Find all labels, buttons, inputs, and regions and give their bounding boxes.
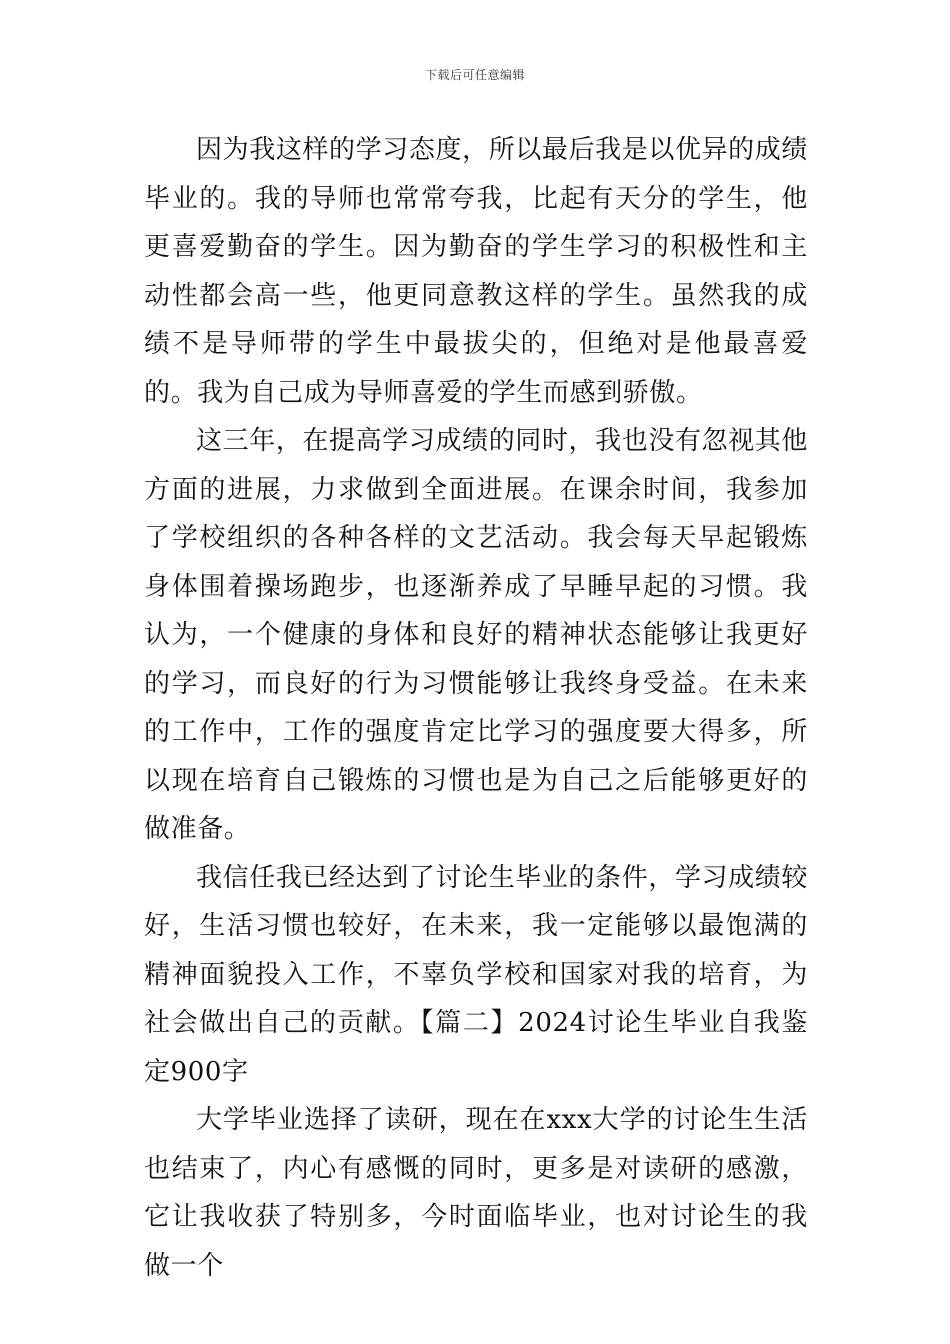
document-body bbox=[144, 126, 808, 1290]
paragraph-2: 这三年，在提高学习成绩的同时，我也没有忽视其他方面的进展，力求做到全面进展。在课余时间，我参加了学校组织的各种各样的文艺活动。我会每天早起锻炼身体围着操场跑步，也逐渐养成了早睡早起的习惯。我认为，一个健康的身体和良好的精神状态能够让我更好的学习，而良好的行为习惯能够让我终身受益。在未来的工作中，工作的强度肯定比学习的强度要大得多，所以现在培育自己锻炼的习惯也是为自己之后能够更好的做准备。 bbox=[144, 426, 808, 844]
paragraph-4: 大学毕业选择了读研，现在在xxx大学的讨论生生活也结束了，内心有感慨的同时，更多是对读研的感激，它让我收获了特别多，今时面临毕业，也对讨论生的我做一个 bbox=[144, 1105, 808, 1281]
paragraph-3: 我信任我已经达到了讨论生毕业的条件，学习成绩较好，生活习惯也较好，在未来，我一定能够以最饱满的精神面貌投入工作，不辜负学校和国家对我的培育，为社会做出自己的贡献。【篇二】2024讨论生毕业自我鉴定900字 bbox=[144, 862, 808, 1087]
paragraph-1: 因为我这样的学习态度，所以最后我是以优异的成绩毕业的。我的导师也常常夸我，比起有天分的学生，他更喜爱勤奋的学生。因为勤奋的学生学习的积极性和主动性都会高一些，他更同意教这样的学生。虽然我的成绩不是导师带的学生中最拔尖的，但绝对是他最喜爱的。我为自己成为导师喜爱的学生而感到骄傲。 bbox=[144, 135, 808, 408]
page-header: 下载后可任意编辑 bbox=[424, 68, 525, 82]
